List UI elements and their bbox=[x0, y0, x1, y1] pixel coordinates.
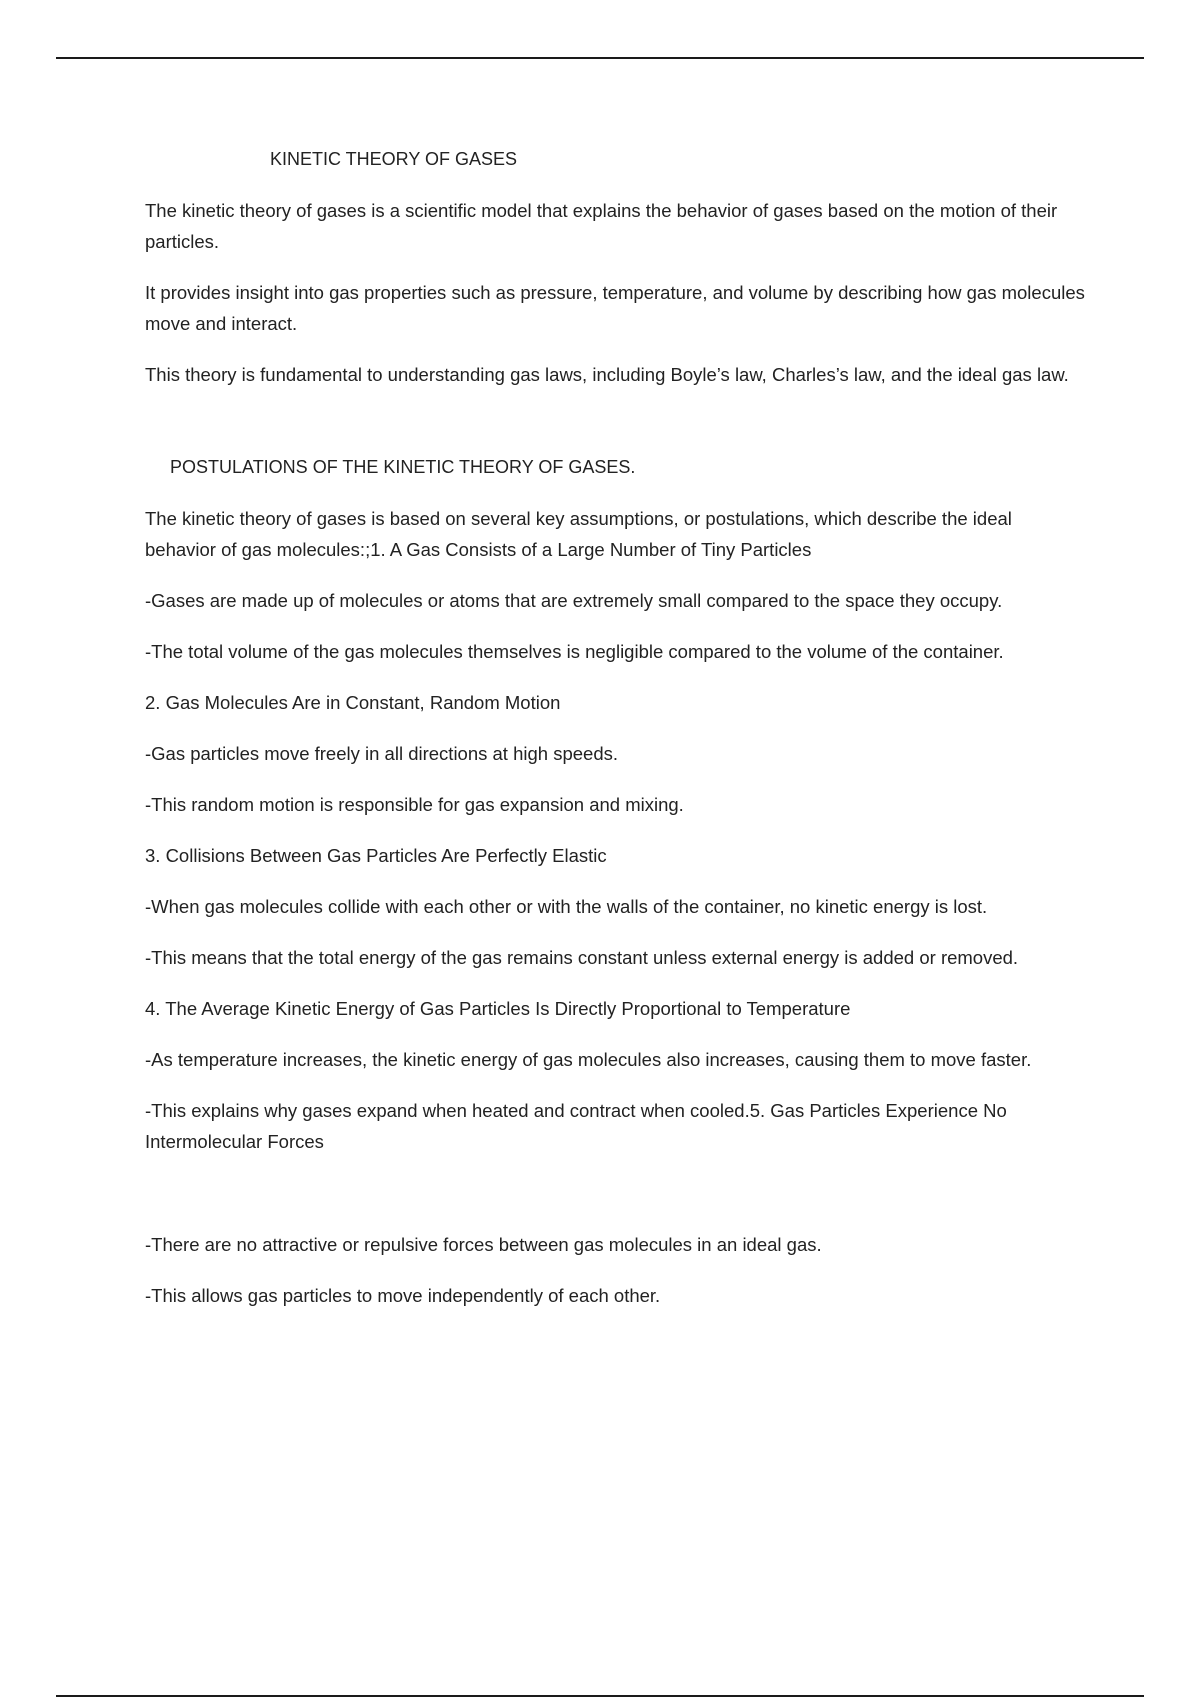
intro-paragraph: The kinetic theory of gases is a scientific model that explains the behavior of gases based on the motion of their particles. bbox=[145, 200, 1058, 252]
document-title: KINETIC THEORY OF GASES bbox=[270, 149, 518, 169]
body-paragraph: -There are no attractive or repulsive forces between gas molecules in an ideal gas. bbox=[145, 1234, 822, 1255]
intro-paragraph: It provides insight into gas properties such as pressure, temperature, and volume by describing how gas molecules move and interact. bbox=[145, 282, 1085, 334]
body-paragraph: -The total volume of the gas molecules themselves is negligible compared to the volume of the container. bbox=[145, 641, 1004, 662]
body-paragraph: -This means that the total energy of the gas remains constant unless external energy is added or removed. bbox=[145, 947, 1019, 968]
body-paragraph: -This explains why gases expand when heated and contract when cooled.5. Gas Particles Experience No Intermolecular Forces bbox=[145, 1100, 1007, 1152]
body-paragraph: -When gas molecules collide with each other or with the walls of the container, no kinetic energy is lost. bbox=[145, 896, 988, 917]
body-paragraph: -Gas particles move freely in all directions at high speeds. bbox=[145, 743, 618, 764]
body-paragraph: -Gases are made up of molecules or atoms that are extremely small compared to the space they occupy. bbox=[145, 590, 1003, 611]
body-paragraph: -This allows gas particles to move independently of each other. bbox=[145, 1285, 661, 1306]
body-paragraph: The kinetic theory of gases is based on several key assumptions, or postulations, which describe the ideal behavior of gas molecules:;1. A Gas Consists of a Large Number of Tiny Particles bbox=[145, 508, 1012, 560]
body-paragraph: -As temperature increases, the kinetic energy of gas molecules also increases, causing them to move faster. bbox=[145, 1049, 1032, 1070]
postulate-heading: 2. Gas Molecules Are in Constant, Random Motion bbox=[145, 692, 561, 713]
body-paragraph: -This random motion is responsible for gas expansion and mixing. bbox=[145, 794, 684, 815]
top-rule bbox=[56, 57, 1144, 59]
document-body bbox=[145, 145, 1085, 1331]
section-heading: POSTULATIONS OF THE KINETIC THEORY OF GASES. bbox=[170, 457, 636, 477]
postulate-heading: 3. Collisions Between Gas Particles Are Perfectly Elastic bbox=[145, 845, 607, 866]
postulate-heading: 4. The Average Kinetic Energy of Gas Particles Is Directly Proportional to Temperature bbox=[145, 998, 851, 1019]
bottom-rule bbox=[56, 1695, 1144, 1697]
intro-paragraph: This theory is fundamental to understanding gas laws, including Boyle’s law, Charles’s law, and the ideal gas law. bbox=[145, 364, 1069, 385]
